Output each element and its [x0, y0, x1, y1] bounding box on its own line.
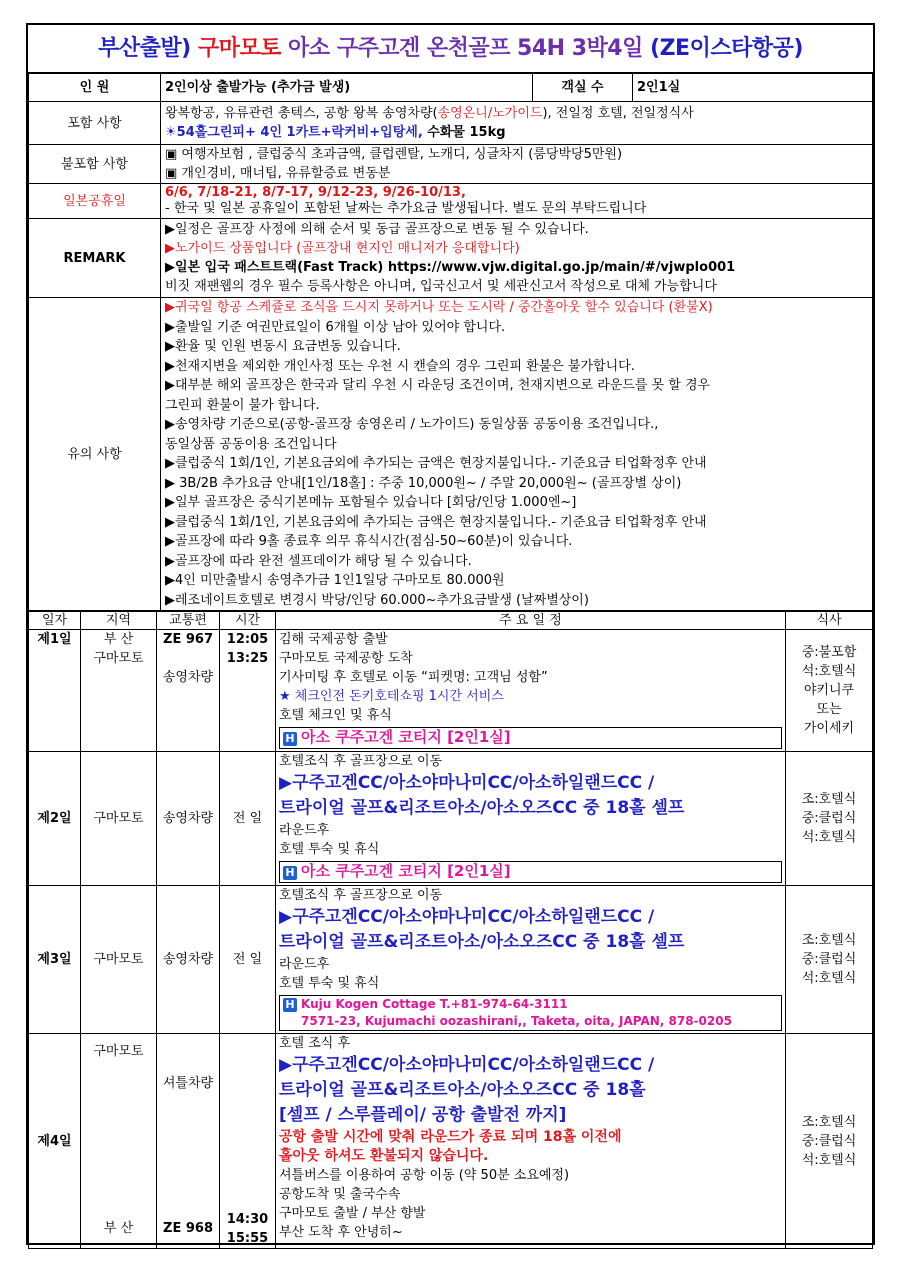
day4-region	[81, 1034, 157, 1249]
room-label: 객실 수	[533, 74, 633, 102]
schedule-header	[29, 612, 873, 630]
notice-line: ▶천재지변을 제외한 개인사정 또는 우천 시 캔슬의 경우 그린피 환불은 불가합니다.	[165, 358, 635, 374]
include-label: 포함 사항	[29, 102, 161, 145]
day1-shuttle: 송영차량	[162, 670, 214, 685]
exclude-label: 불포함 사항	[29, 145, 161, 184]
include-text-b: ), 전일정 호텔, 전일정식사	[542, 106, 694, 121]
day2-label: 제2일	[29, 752, 81, 886]
remark-line: 비짓 재팬웹의 경우 필수 등록사항은 아니며, 입국신고서 및 세관신고서 작성으로 대체 가능합니다	[165, 279, 717, 294]
notice-line: ▶일부 골프장은 중식기본메뉴 포함될수 있습니다 [회당/인당 1.000엔~]	[165, 495, 577, 510]
schedule-row-day3	[29, 886, 873, 1034]
itinerary-sheet	[26, 23, 875, 1245]
meal-item: 석:호텔식	[801, 830, 857, 845]
day1-meals	[786, 630, 873, 752]
meal-item: 중:클럽식	[801, 1133, 857, 1149]
day4-shuttle: 셔틀차량	[162, 1076, 214, 1091]
meal-item: 석:호텔식	[801, 664, 857, 679]
day4-warning: 공항 출발 시간에 맞춰 라운드가 종료 되며 18홀 이전에	[279, 1129, 622, 1145]
notice-label: 유의 사항	[29, 298, 161, 611]
day1-label: 제1일	[29, 630, 81, 752]
day3-hotel	[279, 995, 782, 1031]
notice-line: 동일상품 공동이용 조건입니다	[165, 436, 337, 452]
day4-golf: ▶구주고겐CC/아소야마나미CC/아소하일랜드CC /	[279, 1055, 655, 1075]
include-text-a: 왕복항공, 유류관련 총텍스, 공항 왕복 송영차량(	[165, 106, 438, 121]
room-value: 2인1실	[633, 74, 873, 102]
day2-transport: 송영차량	[157, 752, 220, 886]
row-include	[29, 102, 873, 145]
day4-region-from: 구마모토	[93, 1044, 144, 1059]
header-transport: 교통편	[157, 612, 220, 630]
include-greenfee: ☀54홀그린피+ 4인 1카트+락커비+입탕세,	[165, 125, 423, 140]
meal-item: 조:호텔식	[801, 933, 857, 948]
notice-line: ▶출발일 기준 여권만료일이 6개월 이상 남아 있어야 합니다.	[165, 319, 506, 335]
day3-time: 전 일	[220, 886, 276, 1034]
meal-item: 석:호텔식	[801, 971, 857, 986]
day1-hotel-name: 아소 쿠주고겐 코티지 [2인1실]	[301, 728, 511, 746]
meal-item: 가이세키	[803, 721, 855, 736]
day4-line: 구마모토 출발 / 부산 향발	[279, 1206, 426, 1221]
day3-label: 제3일	[29, 886, 81, 1034]
day4-region-to: 부 산	[103, 1221, 134, 1236]
day4-line: 호텔 조식 후	[279, 1036, 351, 1051]
day4-line: 부산 도착 후 안녕히~	[279, 1225, 403, 1240]
exclude-value	[161, 145, 873, 184]
hotel-icon: H	[283, 732, 297, 746]
day2-meals	[786, 752, 873, 886]
day1-itinerary	[276, 630, 786, 752]
title-city: 구마모토	[197, 36, 281, 61]
include-value	[161, 102, 873, 145]
day2-time: 전 일	[220, 752, 276, 886]
remark-line-fasttrack: ▶일본 입국 패스트트랙(Fast Track) https://www.vjw.digital.go.jp/main/#/vjwplo001	[165, 260, 736, 275]
exclude-line: ▣ 개인경비, 매너팁, 유류할증료 변동분	[165, 166, 391, 181]
day2-golf: 트라이얼 골프&리조트아소/아소오즈CC 중 18홀 셀프	[279, 798, 685, 818]
day3-hotel-name: Kuju Kogen Cottage T.+81-974-64-3111	[301, 997, 568, 1011]
day2-line: 호텔조식 후 골프장으로 이동	[279, 754, 443, 769]
exclude-line: ▣ 여행자보험 , 클럽중식 초과금액, 클럽렌탈, 노캐디, 싱글차지 (룸당박당5만원)	[165, 147, 623, 162]
notice-line: ▶귀국일 항공 스케쥴로 조식을 드시지 못하거나 또는 도시락 / 중간홀아웃 할수 있습니다 (환불X)	[165, 300, 713, 315]
header-itinerary: 주 요 일 정	[276, 612, 786, 630]
title-airline: (ZE이스타항공)	[650, 36, 803, 61]
include-text-red: 송영온니/노가이드	[437, 106, 543, 121]
remark-line-noguide: ▶노가이드 상품입니다 (골프장내 현지인 매니저가 응대합니다)	[165, 241, 520, 256]
day2-line: 호텔 투숙 및 휴식	[279, 842, 380, 857]
holiday-label: 일본공휴일	[29, 184, 161, 219]
notice-line: ▶클럽중식 1회/1인, 기본요금외에 추가되는 금액은 현장지불입니다.- 기준요금 티업확정후 안내	[165, 514, 707, 530]
header-day: 일자	[29, 612, 81, 630]
title-departure: 부산출발)	[98, 36, 191, 61]
notice-line: ▶ 3B/2B 추가요금 안내[1인/18홀] : 주중 10,000원~ / 주말 20,000원~ (골프장별 상이)	[165, 475, 682, 491]
day4-meals	[786, 1034, 873, 1249]
notice-line: ▶4인 미만출발시 송영추가금 1인1일당 구마모토 80.000원	[165, 573, 505, 588]
title-product: 아소 구주고겐 온천골프 54H 3박4일	[288, 36, 643, 61]
meal-item: 조:호텔식	[801, 1114, 857, 1130]
schedule-row-day2	[29, 752, 873, 886]
day1-flight: ZE 967	[163, 632, 213, 647]
page-title	[28, 25, 873, 73]
day3-line: 호텔 투숙 및 휴식	[279, 976, 380, 991]
notice-line: ▶레조네이트호텔로 변경시 박당/인당 60.000~추가요금발생 (날짜별상이)	[165, 592, 589, 608]
day4-warning: 홀아웃 하셔도 환불되지 않습니다.	[279, 1148, 489, 1164]
day3-itinerary	[276, 886, 786, 1034]
notice-value	[161, 298, 873, 611]
notice-line: ▶골프장에 따라 완전 셀프데이가 해당 될 수 있습니다.	[165, 553, 472, 569]
meal-item: 석:호텔식	[801, 1152, 857, 1168]
day1-region-from: 부 산	[103, 632, 134, 647]
meal-item: 조:호텔식	[801, 792, 857, 807]
day1-line: 기사미팅 후 호텔로 이동 “피켓명: 고객님 성함”	[279, 670, 548, 685]
day2-hotel	[279, 861, 782, 883]
hotel-icon: H	[283, 866, 297, 880]
day4-time-arrive: 15:55	[226, 1231, 269, 1246]
day3-golf: ▶구주고겐CC/아소야마나미CC/아소하일랜드CC /	[279, 907, 655, 927]
day3-line: 호텔조식 후 골프장으로 이동	[279, 888, 443, 903]
day1-region-to: 구마모토	[93, 651, 144, 666]
day4-time	[220, 1034, 276, 1249]
hotel-icon: H	[283, 998, 297, 1012]
notice-line: ▶환율 및 인원 변동시 요금변동 있습니다.	[165, 339, 401, 354]
day1-time	[220, 630, 276, 752]
remark-line: ▶일정은 골프장 사정에 의해 순서 및 동급 골프장으로 변동 될 수 있습니다.	[165, 222, 589, 237]
day1-time-arrive: 13:25	[226, 651, 269, 666]
day2-golf: ▶구주고겐CC/아소야마나미CC/아소하일랜드CC /	[279, 773, 655, 793]
remark-value	[161, 219, 873, 298]
info-table	[28, 73, 873, 611]
day3-golf: 트라이얼 골프&리조트아소/아소오즈CC 중 18홀 셀프	[279, 932, 685, 952]
notice-line: 그린피 환불이 불가 합니다.	[165, 397, 320, 413]
row-holiday	[29, 184, 873, 219]
meal-item: 또는	[816, 702, 842, 717]
people-value: 2인이상 출발가능 (추가금 발생)	[161, 74, 533, 102]
row-people	[29, 74, 873, 102]
day3-hotel-address: 7571-23, Kujumachi oozashirani,, Taketa, oita, JAPAN, 878-0205	[301, 1014, 732, 1028]
day4-line: 셔틀버스를 이용하여 공항 이동 (약 50분 소요예정)	[279, 1168, 570, 1183]
include-baggage: 수화물 15kg	[422, 125, 506, 140]
day3-line: 라운드후	[279, 957, 330, 972]
day3-transport: 송영차량	[157, 886, 220, 1034]
day1-transport	[157, 630, 220, 752]
day1-line: 김해 국제공항 출발	[279, 632, 388, 647]
day1-region	[81, 630, 157, 752]
day4-line: 공항도착 및 출국수속	[279, 1187, 401, 1202]
day1-line: 구마모토 국제공항 도착	[279, 651, 413, 666]
row-notice	[29, 298, 873, 611]
day1-hotel	[279, 727, 782, 749]
day3-region: 구마모토	[81, 886, 157, 1034]
meal-item: 중:클럽식	[801, 811, 857, 826]
schedule-row-day4	[29, 1034, 873, 1249]
meal-item: 야키니쿠	[803, 683, 855, 698]
schedule-table	[28, 611, 873, 1249]
day1-time-depart: 12:05	[226, 632, 269, 647]
day4-label: 제4일	[29, 1034, 81, 1249]
day2-hotel-name: 아소 쿠주고겐 코티지 [2인1실]	[301, 862, 511, 880]
day4-golf: [셀프 / 스루플레이/ 공항 출발전 까지]	[279, 1105, 567, 1125]
people-label: 인 원	[29, 74, 161, 102]
meal-item: 중:클럽식	[801, 952, 857, 967]
day4-golf: 트라이얼 골프&리조트아소/아소오즈CC 중 18홀	[279, 1080, 646, 1100]
day1-line-service: ★ 체크인전 돈키호테쇼핑 1시간 서비스	[279, 689, 504, 704]
remark-label: REMARK	[29, 219, 161, 298]
meal-item: 중:불포함	[801, 645, 857, 660]
schedule-row-day1	[29, 630, 873, 752]
day3-meals	[786, 886, 873, 1034]
notice-line: ▶골프장에 따라 9홀 종료후 의무 휴식시간(점심-50~60분)이 있습니다.	[165, 534, 573, 549]
notice-line: ▶대부분 해외 골프장은 한국과 달리 우천 시 라운딩 조건이며, 천재지변으로 라운드를 못 할 경우	[165, 378, 711, 393]
header-time: 시간	[220, 612, 276, 630]
holiday-value	[161, 184, 873, 219]
header-meal: 식사	[786, 612, 873, 630]
day4-time-depart: 14:30	[226, 1212, 269, 1227]
day1-line: 호텔 체크인 및 휴식	[279, 708, 392, 723]
day4-transport	[157, 1034, 220, 1249]
day4-itinerary	[276, 1034, 786, 1249]
day2-line: 라운드후	[279, 823, 330, 838]
row-exclude	[29, 145, 873, 184]
day4-flight: ZE 968	[163, 1221, 213, 1236]
holiday-dates: 6/6, 7/18-21, 8/7-17, 9/12-23, 9/26-10/13,	[165, 185, 466, 200]
day2-region: 구마모토	[81, 752, 157, 886]
notice-line: ▶클럽중식 1회/1인, 기본요금외에 추가되는 금액은 현장지불입니다.- 기준요금 티업확정후 안내	[165, 456, 707, 471]
notice-line: ▶송영차량 기준으로(공항-골프장 송영온리 / 노가이드) 동일상품 공동이용 조건입니다.,	[165, 417, 659, 432]
day2-itinerary	[276, 752, 786, 886]
row-remark	[29, 219, 873, 298]
holiday-note: - 한국 및 일본 공휴일이 포함된 날짜는 추가요금 발생됩니다. 별도 문의 부탁드립니다	[165, 201, 647, 216]
header-region: 지역	[81, 612, 157, 630]
